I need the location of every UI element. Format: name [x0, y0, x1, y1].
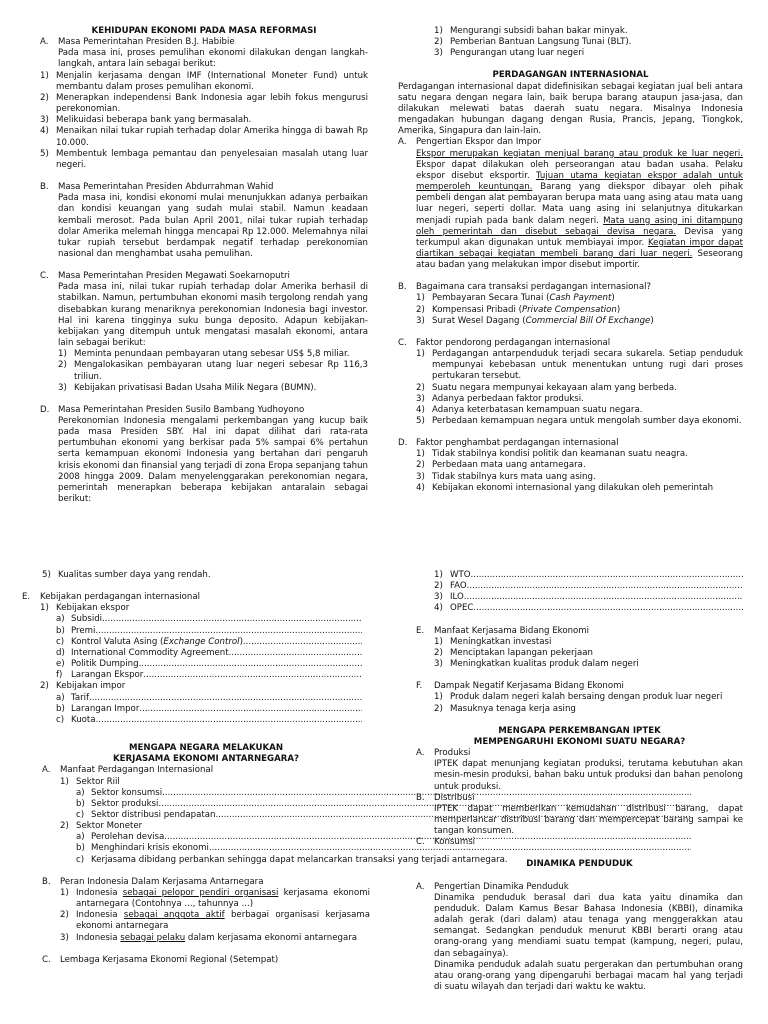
- list-item: 1) Indonesia sebagai pelopor pendiri organisasi kerjasama ekonomi antarnegara (Contohnya ..., tahunnya ...): [60, 887, 370, 910]
- list-item: 2) Indonesia sebagai anggota aktif berbagai organisasi kerjasama ekonomi antarnegara: [60, 910, 370, 932]
- section-e: E. Kebijakan perdagangan internasional: [22, 592, 370, 603]
- section-heading: Lembaga Kerjasama Ekonomi Regional (Setempat): [60, 954, 279, 965]
- section-title: DINAMIKA PENDUDUK: [526, 859, 633, 870]
- list-item: 1) Sektor Riil: [60, 776, 120, 787]
- section-heading: Bagaimana cara transaksi perdagangan internasional?: [416, 282, 652, 293]
- section-a: A. Masa Pemerintahan Presiden B.J. Habibie Pada masa ini, proses pemulihan ekonomi dilakukan dengan langkah-langkah, antara lain sebagai berikut:: [40, 37, 368, 70]
- paragraph: IPTEK dapat menunjang kegiatan produksi, terutama kebutuhan akan mesin-mesin produksi, bahan baku untuk produksi dan bahan penolong untuk produksi.: [434, 759, 743, 792]
- paragraph: Ekspor merupakan kegiatan menjual barang atau produk ke luar negeri. Ekspor dapat dilakukan oleh perseorangan atau badan usaha. Pelaku ekspor disebut eksportir. Tujuan utama kegiatan ekspor adalah untuk memperoleh keuntungan. Barang yang diekspor dibayar oleh pihak pembeli dengan alat pembayaran berupa mata uang asing atau mata uang luar negeri, seperti dollar. Mata uang asing ini selanjutnya ditukarkan menjadi rupiah pada bank dalam negeri. Mata uang asing ini ditampung oleh pemerintah dan disebut sebagai devisa negara. Devisa yang terkumpul akan digunakan untuk membiayai impor. Kegiatan impor dapat diartikan sebagai kegiatan membeli barang dari luar negeri. Seseorang atau badan yang melakukan impor disebut importir.: [416, 148, 743, 271]
- list-item: f) Larangan Ekspor .....: [56, 670, 362, 681]
- section-heading: Produksi: [434, 748, 471, 759]
- section-heading: Masa Pemerintahan Presiden Megawati Soekarnoputri: [58, 271, 290, 282]
- list-item: 3) Adanya perbedaan faktor produksi.: [416, 393, 584, 404]
- list-item: 1) Menjalin kerjasama dengan IMF (International Moneter Fund) untuk membantu dalam proses pemulihan ekonomi.: [40, 70, 368, 92]
- list-item: b) Sektor produksi .....: [76, 799, 691, 810]
- list-item: c) Kerjasama dibidang perbankan sehingga dapat melancarkan transaksi yang terjadi antarnegara.: [76, 854, 508, 865]
- paragraph: Perekonomian Indonesia mengalami perkembangan yang kucup baik pada masa Presiden SBY. Hal ini dapat dilihat dari rata-rata pertumbuhan ekonomi yang berkisar pada 5% sampai 6% pertahun serta kemampuan ekonomi Indonesia yang bertahan dari pengaruh krisis ekonomi dan finansial yang terjadi di zona Eropa sepanjang tahun 2008 hingga 2009. Dalam menyelenggarakan perekonomian negara, pemerintah menerapkan beberapa kebijakan antaralain sebagai berikut:: [58, 416, 368, 505]
- paragraph: Dinamika penduduk adalah suatu pergerakan dan pertumbuhan orang atau orang-orang yang dipengaruhi berbagai macam hal yang terjadi di suatu wilayah dan terjadi dari waktu ke waktu.: [434, 959, 743, 992]
- list-item: 1) Tidak stabilnya kondisi politik dan keamanan suatu neagra.: [416, 449, 688, 460]
- list-item: 3) Meningkatkan kualitas produk dalam negeri: [434, 659, 639, 670]
- section-title: MENGAPA NEGARA MELAKUKAN: [128, 743, 284, 754]
- list-item: 3) Pengurangan utang luar negeri: [434, 48, 585, 59]
- section-heading: Masa Pemerintahan Presiden Abdurrahman Wahid: [58, 182, 274, 193]
- list-item: a) Tarif .....: [56, 693, 362, 704]
- list-item: 1) Produk dalam negeri kalah bersaing dengan produk luar negeri: [434, 692, 723, 703]
- list-item: 2) Kompensasi Pribadi (Private Compensation): [416, 304, 621, 315]
- section-dinamika-a: A. Pengertian Dinamika Penduduk Dinamika penduduk berasal dari dua kata yaitu dinamika dan penduduk. Dalam Kamus Besar Bahasa Indonesia (KBBI), dinamika adalah gerak (dari dalam) atau tenaga yang menggerakkan atau semangat. Sedangkan penduduk menurut KBBI berarti orang atau orang-orang yang mendiami suatu tempat (kampung, negeri, pulau, dan sebagainya). Dinamika penduduk adalah suatu pergerakan dan pertumbuhan orang atau orang-orang yang dipengaruhi berbagai macam hal yang terjadi di suatu wilayah dan terjadi dari waktu ke waktu.: [416, 881, 743, 992]
- list-item: a) Subsidi .....: [56, 614, 362, 625]
- list-item: 1) Meminta penundaan pembayaran utang sebesar US$ 5,8 miliar.: [58, 349, 350, 360]
- list-item: 3) ILO .....: [434, 592, 743, 603]
- list-item: 5) Kualitas sumber daya yang rendah.: [42, 570, 211, 580]
- list-item: 1) Pembayaran Secara Tunai (Cash Payment): [416, 293, 615, 304]
- section-title: KERJASAMA EKONOMI ANTARNEGARA?: [112, 754, 300, 765]
- paragraph: Dinamika penduduk berasal dari dua kata yaitu dinamika dan penduduk. Dalam Kamus Besar Bahasa Indonesia (KBBI), dinamika adalah gerak (dari dalam) atau tenaga yang menggerakkan atau semangat. Sedangkan penduduk menurut KBBI berarti orang atau orang-orang yang mendiami suatu tempat (kampung, negeri, pulau, dan sebagainya).: [434, 892, 743, 959]
- list-item: 2) Masuknya tenaga kerja asing: [434, 703, 576, 714]
- section-heading: Manfaat Perdagangan Internasional: [60, 765, 214, 776]
- list-item: 2) Mengalokasikan pembayaran utang luar negeri sebesar Rp 116,3 triliun.: [58, 360, 368, 382]
- section-heading: Masa Pemerintahan Presiden Susilo Bambang Yudhoyono: [58, 404, 305, 415]
- list-item: 3) Tidak stabilnya kurs mata uang asing.: [416, 471, 596, 482]
- list-item: 1) Kebijakan ekspor: [40, 603, 130, 614]
- section-b: B. Distribusi IPTEK dapat memberikan kemudahan distribusi barang, dapat memperlancar distribusi barang dan mempercepat barang sampai ke tangan konsumen.: [416, 792, 743, 837]
- section-f: F. Dampak Negatif Kerjasama Bidang Ekonomi 1) Produk dalam negeri kalah bersaing dengan produk luar negeri 2) Masuknya tenaga kerja asing: [416, 681, 743, 714]
- section-heading: Konsumsi: [434, 837, 476, 848]
- section-d: D. Faktor penghambat perdagangan internasional 1) Tidak stabilnya kondisi politik dan keamanan suatu neagra. 2) Perbedaan mata uang antarnegara. 3) Tidak stabilnya kurs mata uang asing. 4) Kebijakan ekonomi internasional yang dilakukan oleh pemerintah: [398, 438, 743, 494]
- section-title: MEMPENGARUHI EKONOMI SUATU NEGARA?: [473, 736, 686, 747]
- section-b: B. Masa Pemerintahan Presiden Abdurrahman Wahid Pada masa ini, kondisi ekonomi mulai menunjukkan adanya perbaikan dan kondisi keuangan yang sudah mulai stabil. Namun keadaan kembali merosot. Pada bulan April 2001, nilai tukar rupiah terhadap dolar Amerika melemah hingga mencapai Rp 12.000. Melemahnya nilai tukar rupiah tersebut berdampak negatif terhadap perekonomian nasional dan menghambat usaha pemulihan.: [40, 182, 368, 259]
- list-item: 2) Sektor Moneter: [60, 821, 143, 832]
- list-item: a) Perolehan devisa .....: [76, 832, 691, 843]
- list-item: 4) OPEC .....: [434, 603, 743, 614]
- section-c: C. Masa Pemerintahan Presiden Megawati Soekarnoputri Pada masa ini, nilai tukar rupiah terhadap dolar Amerika berhasil di stabilkan. Namun, pertumbuhan ekonomi masih tergolong rendah yang disebabkan kurang menariknya perekonomian Indonesia bagi investor. Hal ini karena tingginya suku bunga deposito. Adapun kebijakan-kebijakan yang ditempuh untuk mengatasi masalah ekonomi, antara lain sebagai berikut: 1) Meminta penundaan pembayaran utang sebesar US$ 5,8 miliar. 2) Mengalokasikan pembayaran utang luar negeri sebesar Rp 116,3 triliun. 3) Kebijakan privatisasi Badan Usaha Milik Negara (BUMN).: [40, 271, 368, 393]
- list-item: c) Sektor distribusi pendapatan .....: [76, 810, 691, 821]
- section-title: KEHIDUPAN EKONOMI PADA MASA REFORMASI: [91, 26, 317, 36]
- section-heading: Faktor penghambat perdagangan internasional: [416, 438, 619, 449]
- list-item: 4) Menaikan nilai tukar rupiah terhadap dolar Amerika hingga di bawah Rp 10.000.: [40, 126, 368, 148]
- section-heading: Dampak Negatif Kerjasama Bidang Ekonomi: [434, 681, 624, 692]
- section-heading: Faktor pendorong perdagangan internasional: [416, 337, 611, 348]
- list-item: 1) Perdagangan antarpenduduk terjadi secara sukarela. Setiap penduduk mempunyai kebebasan untuk menentukan untung rugi dari proses pertukaran tersebut.: [416, 349, 743, 382]
- list-item: 1) Meningkatkan investasi: [434, 636, 552, 647]
- section-a: A. Manfaat Perdagangan Internasional 1) Sektor Riil a) Sektor konsumsi ..... b) Sektor produksi ..... c) Sektor distribusi pendapatan ..... 2) Sektor Moneter a) Perolehan devisa ..... b) Menghindari krisis ekonomi ..... c) Kerjasama dibidang perbankan sehingga dapat melancarkan transaksi yang terjadi antarnegara.: [42, 765, 370, 865]
- list-item: c) Kuota .....: [56, 715, 362, 726]
- section-heading: Distribusi: [434, 792, 475, 803]
- list-item: b) Premi .....: [56, 626, 362, 637]
- section-heading: Pengertian Ekspor dan Impor: [416, 137, 541, 148]
- section-heading: Peran Indonesia Dalam Kerjasama Antarnegara: [60, 876, 264, 887]
- list-item: 2) Kebijakan impor: [40, 681, 126, 692]
- list-item: 2) FAO .....: [434, 581, 743, 592]
- paragraph: Pada masa ini, proses pemulihan ekonomi dilakukan dengan langkah-langkah, antara lain sebagai berikut:: [58, 48, 368, 70]
- list-item: 3) Surat Wesel Dagang (Commercial Bill Of Exchange): [416, 315, 654, 326]
- section-heading: Pengertian Dinamika Penduduk: [434, 881, 569, 892]
- list-item: 1) WTO .....: [434, 570, 743, 581]
- paragraph: Pada masa ini, kondisi ekonomi mulai menunjukkan adanya perbaikan dan kondisi keuangan yang sudah mulai stabil. Namun keadaan kembali merosot. Pada bulan April 2001, nilai tukar rupiah terhadap dolar Amerika melemah hingga mencapai Rp 12.000. Melemahnya nilai tukar rupiah tersebut berdampak negatif terhadap perekonomian nasional dan menghambat usaha pemulihan.: [58, 193, 368, 259]
- list-item: 5) Perbedaan kemampuan negara untuk mengolah sumber daya ekonomi.: [416, 416, 742, 426]
- list-item: 2) Suatu negara mempunyai kekayaan alam yang berbeda.: [416, 382, 677, 393]
- list-item: 4) Kebijakan ekonomi internasional yang dilakukan oleh pemerintah: [416, 482, 714, 493]
- section-c: C. Konsumsi: [416, 837, 743, 848]
- section-title: PERDAGANGAN INTERNASIONAL: [492, 70, 649, 81]
- list-item: 2) Menerapkan independensi Bank Indonesia agar lebih fokus mengurusi perekonomian.: [40, 92, 368, 115]
- list-item: 2) Menciptakan lapangan pekerjaan: [434, 647, 593, 658]
- section-b: B. Peran Indonesia Dalam Kerjasama Antarnegara 1) Indonesia sebagai pelopor pendiri organisasi kerjasama ekonomi antarnegara (Contohnya ..., tahunnya ...) 2) Indonesia sebagai anggota aktif berbagai organisasi kerjasama ekonomi antarnegara 3) Indonesia sebagai pelaku dalam kerjasama ekonomi antarnegara: [42, 876, 370, 943]
- list-item: 2) Pemberian Bantuan Langsung Tunai (BLT).: [434, 37, 632, 48]
- section-heading: Masa Pemerintahan Presiden B.J. Habibie: [58, 37, 235, 48]
- list-item: b) Menghindari krisis ekonomi .....: [76, 843, 691, 854]
- list-item: c) Kontrol Valuta Asing ( Exchange Control ) .....: [56, 637, 362, 648]
- list-item: 1) Mengurangi subsidi bahan bakar minyak.: [434, 26, 628, 36]
- section-c: C. Lembaga Kerjasama Ekonomi Regional (Setempat): [42, 955, 370, 966]
- list-item: 3) Kebijakan privatisasi Badan Usaha Milik Negara (BUMN).: [58, 382, 317, 393]
- list-item: 3) Melikuidasi beberapa bank yang bermasalah.: [40, 115, 252, 126]
- list-item: a) Sektor konsumsi .....: [76, 788, 691, 799]
- list-item: e) Politik Dumping .....: [56, 659, 362, 670]
- bottom-page: [0, 566, 768, 1024]
- list-item: b) Larangan Impor .....: [56, 704, 362, 715]
- section-heading: Kebijakan perdagangan internasional: [40, 592, 200, 603]
- paragraph: IPTEK dapat memberikan kemudahan distribusi barang, dapat memperlancar distribusi barang dan mempercepat barang sampai ke tangan konsumen.: [434, 803, 743, 837]
- section-title: MENGAPA PERKEMBANGAN IPTEK: [498, 725, 661, 736]
- list-item: 5) Membentuk lembaga pemantau dan penyelesaian masalah utang luar negeri.: [40, 148, 368, 170]
- section-d: D. Masa Pemerintahan Presiden Susilo Bambang Yudhoyono Perekonomian Indonesia mengalami perkembangan yang kucup baik pada masa Presiden SBY. Hal ini dapat dilihat dari rata-rata pertumbuhan ekonomi yang berkisar pada 5% sampai 6% pertahun serta kemampuan ekonomi Indonesia yang bertahan dari pengaruh krisis ekonomi dan finansial yang terjadi di zona Eropa sepanjang tahun 2008 hingga 2009. Dalam menyelenggarakan perekonomian negara, pemerintah menerapkan beberapa kebijakan antaralain sebagai berikut:: [40, 404, 368, 505]
- section-a: A. Produksi IPTEK dapat menunjang kegiatan produksi, terutama kebutuhan akan mesin-mesin produksi, bahan baku untuk produksi dan bahan penolong untuk produksi.: [416, 748, 743, 792]
- section-e: E. Manfaat Kerjasama Bidang Ekonomi 1) Meningkatkan investasi 2) Menciptakan lapangan pekerjaan 3) Meningkatkan kualitas produk dalam negeri: [416, 626, 743, 671]
- top-left-column: [40, 26, 368, 505]
- section-heading: Manfaat Kerjasama Bidang Ekonomi: [434, 625, 590, 636]
- top-right-column: [398, 26, 743, 494]
- list-item: d) International Commodity Agreement .....: [56, 648, 362, 659]
- section-c: C. Faktor pendorong perdagangan internasional 1) Perdagangan antarpenduduk terjadi secara sukarela. Setiap penduduk mempunyai kebebasan untuk menentukan untung rugi dari proses pertukaran tersebut. 2) Suatu negara mempunyai kekayaan alam yang berbeda. 3) Adanya perbedaan faktor produksi. 4) Adanya keterbatasan kemampuan suatu negara. 5) Perbedaan kemampuan negara untuk mengolah sumber daya ekonomi.: [398, 337, 743, 426]
- list-item: 2) Perbedaan mata uang antarnegara.: [416, 460, 586, 471]
- section-a: A. Pengertian Ekspor dan Impor Ekspor merupakan kegiatan menjual barang atau produk ke luar negeri. Ekspor dapat dilakukan oleh perseorangan atau badan usaha. Pelaku ekspor disebut eksportir. Tujuan utama kegiatan ekspor adalah untuk memperoleh keuntungan. Barang yang diekspor dibayar oleh pihak pembeli dengan alat pembayaran berupa mata uang asing atau mata uang luar negeri, seperti dollar. Mata uang asing ini selanjutnya ditukarkan menjadi rupiah pada bank dalam negeri. Mata uang asing ini ditampung oleh pemerintah dan disebut sebagai devisa negara. Devisa yang terkumpul akan digunakan untuk membiayai impor. Kegiatan impor dapat diartikan sebagai kegiatan membeli barang dari luar negeri. Seseorang atau badan yang melakukan impor disebut importir.: [398, 137, 743, 271]
- bottom-right-column: [416, 570, 743, 993]
- paragraph: Perdagangan internasional dapat didefinisikan sebagai kegiatan jual beli antara satu negara dengan negara lain, baik berupa barang ataupun jasa-jasa, dan dilakukan melewati batas daerah suatu negara. Misalnya Indonesia mengadakan hubungan dagang dengan Rusia, Prancis, Jepang, Tiongkok, Amerika, Singapura dan lain-lain.: [398, 81, 743, 137]
- list-item: 4) Adanya keterbatasan kemampuan suatu negara.: [416, 404, 643, 415]
- section-b: B. Bagaimana cara transaksi perdagangan internasional? 1) Pembayaran Secara Tunai (Cash Payment) 2) Kompensasi Pribadi (Private Compensation) 3) Surat Wesel Dagang (Commercial Bill Of Exchange): [398, 282, 743, 327]
- paragraph: Pada masa ini, nilai tukar rupiah terhadap dolar Amerika berhasil di stabilkan. Namun, pertumbuhan ekonomi masih tergolong rendah yang disebabkan kurang menariknya perekonomian Indonesia bagi investor. Hal ini karena tingginya suku bunga deposito. Adapun kebijakan-kebijakan yang ditempuh untuk mengatasi masalah ekonomi, antara lain sebagai berikut:: [58, 282, 368, 349]
- list-item: 3) Indonesia sebagai pelaku dalam kerjasama ekonomi antarnegara: [60, 932, 358, 943]
